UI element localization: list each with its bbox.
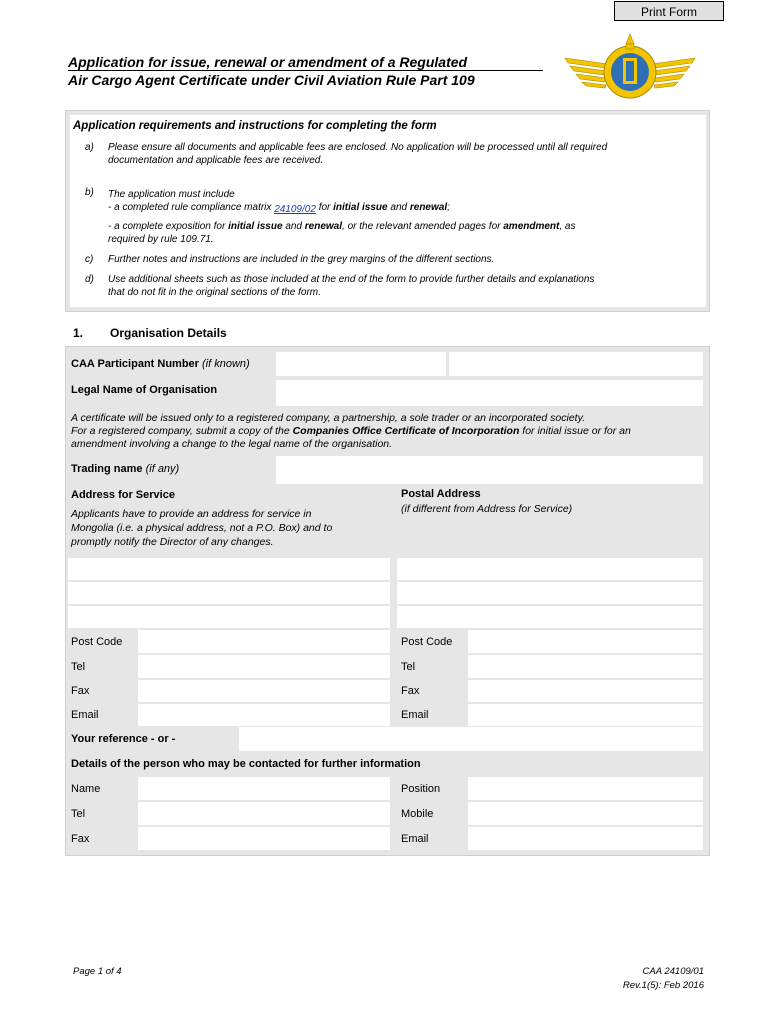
matrix-link[interactable]: 24109/02 [274, 204, 316, 215]
instruction-d-line1: Use additional sheets such as those included at the end of the form to provide further details and explanations [108, 274, 595, 285]
instruction-a-marker: a) [85, 142, 94, 153]
postal-fax-label: Fax [401, 685, 420, 697]
title-divider [68, 70, 543, 71]
contact-mobile-input[interactable] [468, 802, 703, 825]
print-form-button[interactable]: Print Form [614, 1, 724, 21]
section-title: Organisation Details [110, 326, 227, 340]
instruction-b-line3: - a complete exposition for initial issue and renewal, or the relevant amended pages for amendment, as [108, 221, 576, 232]
postal-address-note: (if different from Address for Service) [401, 503, 573, 515]
instruction-c-marker: c) [85, 254, 94, 265]
postal-post-code-label: Post Code [401, 636, 453, 648]
service-tel-label: Tel [71, 661, 86, 673]
instruction-a-line2: documentation and applicable fees are received. [108, 155, 324, 166]
address-service-note-line1: Applicants have to provide an address for service in [71, 508, 312, 520]
contact-name-input[interactable] [138, 777, 390, 800]
contact-position-input[interactable] [468, 777, 703, 800]
form-title-line1: Application for issue, renewal or amendment of a Regulated [68, 54, 468, 70]
service-fax-label: Fax [71, 685, 90, 697]
participant-number-label: CAA Participant Number (if known) [71, 358, 250, 370]
certificate-note-line2: For a registered company, submit a copy of the Companies Office Certificate of Incorporation for initial issue or for an [71, 425, 631, 437]
contact-tel-label: Tel [71, 808, 86, 820]
trading-name-input[interactable] [276, 456, 703, 484]
postal-email-input[interactable] [468, 704, 703, 726]
certificate-note-line3: amendment involving a change to the legal name of the organisation. [71, 438, 393, 450]
instruction-b-line4: required by rule 109.71. [108, 234, 214, 245]
caa-logo [560, 30, 700, 110]
postal-address-label: Postal Address [401, 488, 481, 500]
service-email-input[interactable] [138, 704, 390, 726]
instructions-heading: Application requirements and instructions for completing the form [73, 120, 437, 132]
legal-name-label: Legal Name of Organisation [71, 384, 218, 396]
contact-mobile-label: Mobile [401, 808, 434, 820]
postal-post-code-input[interactable] [468, 630, 703, 653]
form-revision: Rev.1(5): Feb 2016 [622, 980, 704, 991]
trading-name-label: Trading name (if any) [71, 463, 180, 475]
service-fax-input[interactable] [138, 680, 390, 702]
page-number: Page 1 of 4 [73, 966, 122, 977]
instruction-b-marker: b) [85, 187, 94, 198]
your-reference-input[interactable] [239, 727, 703, 751]
service-post-code-label: Post Code [71, 636, 123, 648]
form-title-line2: Air Cargo Agent Certificate under Civil Aviation Rule Part 109 [68, 72, 475, 88]
contact-tel-input[interactable] [138, 802, 390, 825]
contact-fax-label: Fax [71, 833, 90, 845]
postal-address-line3-input[interactable] [397, 606, 703, 628]
instruction-d-marker: d) [85, 274, 94, 285]
contact-position-label: Position [401, 783, 441, 795]
postal-email-label: Email [401, 709, 429, 721]
form-code: CAA 24109/01 [642, 966, 704, 977]
section-number: 1. [73, 326, 84, 340]
postal-fax-input[interactable] [468, 680, 703, 702]
contact-heading: Details of the person who may be contacted for further information [71, 758, 421, 770]
address-service-note-line3: promptly notify the Director of any changes. [71, 536, 274, 548]
service-address-line3-input[interactable] [68, 606, 390, 628]
address-service-note-line2: Mongolia (i.e. a physical address, not a P.O. Box) and to [71, 522, 333, 534]
postal-tel-label: Tel [401, 661, 416, 673]
contact-name-label: Name [71, 783, 101, 795]
instruction-c-text: Further notes and instructions are included in the grey margins of the different sections. [108, 254, 495, 265]
contact-fax-input[interactable] [138, 827, 390, 850]
address-service-label: Address for Service [71, 489, 175, 501]
participant-number-input[interactable] [276, 352, 446, 376]
certificate-note-line1: A certificate will be issued only to a registered company, a partnership, a sole trader or an incorporated society. [71, 412, 585, 424]
service-tel-input[interactable] [138, 655, 390, 678]
postal-address-line1-input[interactable] [397, 558, 703, 580]
contact-email-label: Email [401, 833, 429, 845]
service-email-label: Email [71, 709, 99, 721]
contact-email-input[interactable] [468, 827, 703, 850]
service-address-line1-input[interactable] [68, 558, 390, 580]
service-post-code-input[interactable] [138, 630, 390, 653]
postal-address-line2-input[interactable] [397, 582, 703, 604]
legal-name-input[interactable] [276, 380, 703, 406]
instruction-b-line2: - a completed rule compliance matrix 24109/02 for initial issue and renewal; [108, 202, 450, 215]
your-reference-label: Your reference - or - [71, 733, 176, 745]
participant-number-extra-field[interactable] [449, 352, 703, 376]
instruction-b-line1: The application must include [108, 189, 235, 200]
instruction-a-line1: Please ensure all documents and applicable fees are enclosed. No application will be processed until all required [108, 142, 608, 153]
service-address-line2-input[interactable] [68, 582, 390, 604]
postal-tel-input[interactable] [468, 655, 703, 678]
instruction-d-line2: that do not fit in the original sections of the form. [108, 287, 321, 298]
